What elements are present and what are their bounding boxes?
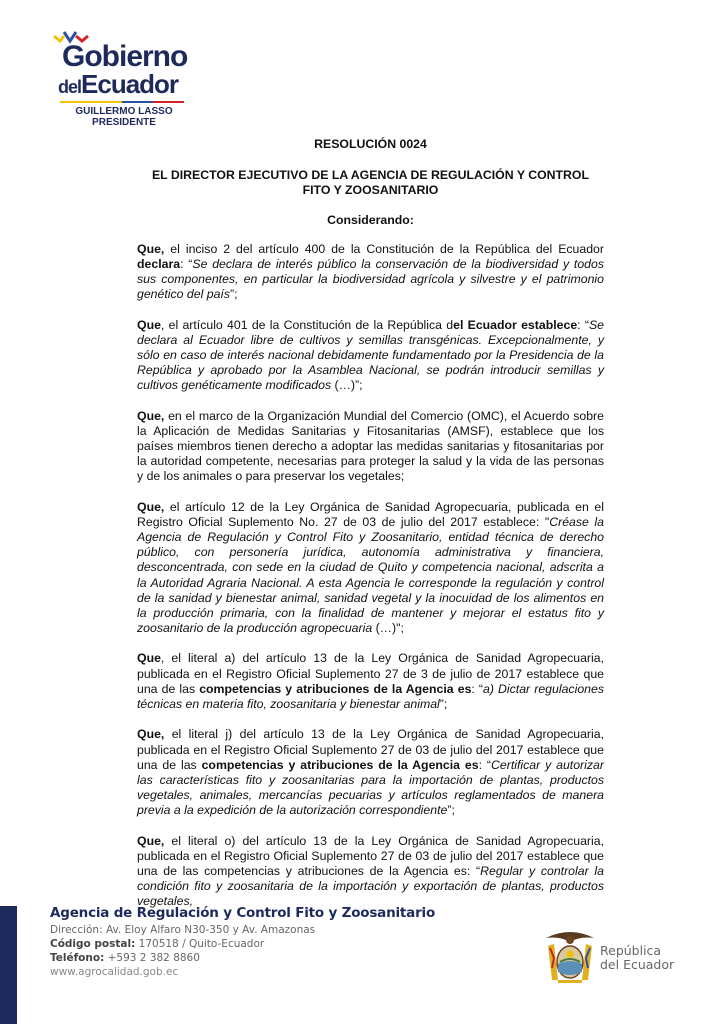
republica-del-ecuador-label: República del Ecuador xyxy=(600,943,675,972)
issuer-line-2: FITO Y ZOOSANITARIO xyxy=(302,183,439,198)
footer-contact-block xyxy=(50,903,435,979)
logo-line-gobierno: Gobierno xyxy=(62,40,188,73)
whereas-paragraph: Que, el artículo 401 de la Constitución de la República del Ecuador establece: “Se declara al Ecuador libre de cultivos y semillas transgénicas. Excepcionalmente, y sólo en caso de interés nacional debidamente fundamentado por la Presidencia de la República y aprobado por la Asamblea Nacional, se podrán introducir semillas y cultivos genéticamente modificados (…)”; xyxy=(137,317,604,393)
footer-agency-name: Agencia de Regulación y Control Fito y Zoosanitario xyxy=(50,905,436,921)
footer-phone: Teléfono: +593 2 382 8860 xyxy=(50,952,200,964)
resolution-title: RESOLUCIÓN 0024 xyxy=(314,137,427,151)
logo-color-bar xyxy=(60,101,184,103)
issuer-heading xyxy=(137,168,604,198)
whereas-paragraph: Que, el literal o) del artículo 13 de la Ley Orgánica de Sanidad Agropecuaria, publicada en el Registro Oficial Suplemento 27 de 03 de julio del 2017 establece que una de las competencias y atribuciones de la Agencia es: “Regular y controlar la condición fito y zoosanitaria de la importación y exportación de plantas, productos vegetales, xyxy=(137,833,605,909)
coat-of-arms-icon xyxy=(540,928,600,986)
gobierno-del-ecuador-logo xyxy=(50,30,210,130)
logo-president-name: GUILLERMO LASSO xyxy=(75,106,173,117)
whereas-paragraph: Que, el artículo 12 de la Ley Orgánica de Sanidad Agropecuaria, publicada en el Registro Oficial Suplemento No. 27 de 03 de julio del 2017 establece: "Créase la Agencia de Regulación y Control Fito y Zoosanitario, entidad técnica de derecho público, con personería jurídica, autonomía administrativa y financiera, desconcentrada, con sede en la ciudad de Quito y competencia nacional, adscrita a la Autoridad Agraria Nacional. A esta Agencia le corresponde la regulación y control de la sanidad y bienestar animal, sanidad vegetal y la inocuidad de los alimentos en la producción primaria, con la finalidad de mantener y mejorar el estatus fito y zoosanitario de la producción agropecuaria (…)"; xyxy=(137,499,604,636)
whereas-paragraph: Que, el inciso 2 del artículo 400 de la Constitución de la República del Ecuador declara: “Se declara de interés público la conservación de la biodiversidad y todos sus componentes, en particular la biodiversidad agrícola y silvestre y el patrimonio genético del país”; xyxy=(137,241,604,302)
logo-line-del-ecuador: delEcuador xyxy=(58,69,179,99)
footer-website-link[interactable]: www.agrocalidad.gob.ec xyxy=(50,966,179,978)
footer-postal-code: Código postal: 170518 / Quito-Ecuador xyxy=(50,938,265,950)
whereas-paragraph: Que, en el marco de la Organización Mundial del Comercio (OMC), el Acuerdo sobre la Aplicación de Medidas Sanitarias y Fitosanitarias (AMSF), establece que los países miembros tienen derecho a adoptar las medidas sanitarias y fitosanitarias por la autoridad competente, necesarias para proteger la salud y la vida de las personas y de los animales o para preservar los vegetales; xyxy=(137,408,604,484)
whereas-paragraph: Que, el literal a) del artículo 13 de la Ley Orgánica de Sanidad Agropecuaria, publicada en el Registro Oficial Suplemento 27 de 3 de julio de 2017 establece que una de las competencias y atribuciones de la Agencia es: “a) Dictar regulaciones técnicas en materia fito, zoosanitaria y bienestar animal”; xyxy=(137,651,604,712)
whereas-paragraph: Que, el literal j) del artículo 13 de la Ley Orgánica de Sanidad Agropecuaria, publicada en el Registro Oficial Suplemento 27 de 03 de julio del 2017 establece que una de las competencias y atribuciones de la Agencia es: “Certificar y autorizar las características fito y zoosanitarias para la importación de plantas, productos vegetales, animales, mercancías pecuarias y artículos reglamentados de manera previa a la expedición de la autorización correspondiente”; xyxy=(137,727,604,818)
document-body xyxy=(137,137,604,925)
issuer-line-1: EL DIRECTOR EJECUTIVO DE LA AGENCIA DE REGULACIÓN Y CONTROL xyxy=(151,168,590,183)
logo-president-title: PRESIDENTE xyxy=(92,117,156,128)
footer-address: Dirección: Av. Eloy Alfaro N30-350 y Av. Amazonas xyxy=(50,924,316,936)
footer-sidebar-bar xyxy=(0,906,17,1024)
considerando-heading: Considerando: xyxy=(327,212,414,227)
